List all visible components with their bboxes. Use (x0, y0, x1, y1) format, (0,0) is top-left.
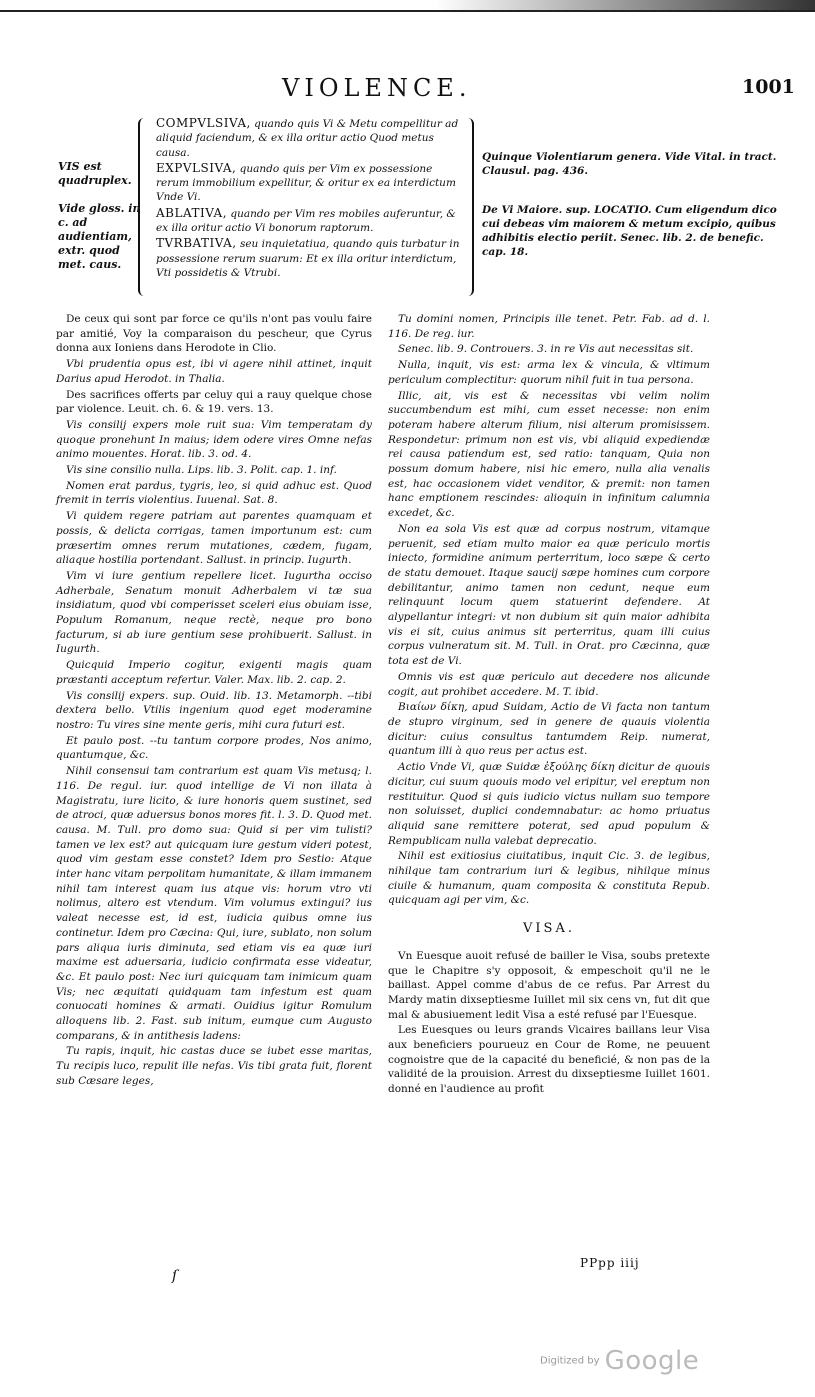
paragraph: Vbi prudentia opus est, ibi vi agere nihil attinet, inquit Darius apud Herodot. in Thalia. (56, 358, 372, 385)
paragraph: Vis sine consilio nulla. Lips. lib. 3. Polit. cap. 1. inf. (66, 464, 337, 477)
paragraph: Omnis vis est quæ periculo aut decedere nos alicunde cogit, aut prohibet accedere. M. T. ibid. (388, 670, 710, 698)
paragraph: Des sacrifices offerts par celuy qui a rauy quelque chose par violence. Leuit. ch. 6. & 19. vers. 13. (56, 388, 372, 416)
paragraph: Βιαίων δίκη, apud Suidam, Actio de Vi facta non tantum de stupro virginum, sed in genere de quauis violentia dicitur: cuius consultus tantumdem Reip. numerat, quantum illi à quo reus per actus est. (388, 701, 710, 758)
paragraph: Vim vi iure gentium repellere licet. Iugurtha occiso Adherbale, Senatum monuit Adherbalem vi tæ sua insidiatum, quod vbi comperisset sceleri eius obuiam isse, Populum Romanum, neque rectè, neque pro bono facturum, si ab iure gentium sese prohibuerit. Sallust. in Iugurth. (56, 569, 372, 656)
paragraph: Illic, ait, vis est & necessitas vbi velim nolim succumbendum est mihi, cum esset necesse: non enim poteram habere alterum filium, nisi alterum promisissem. Respondetur: primum non est vis, vbi aliquid expediendæ rei causa patiendum est, sed ratio: tanquam, Quia non possum domum habere, nisi hic emero, nulla alia venalis est, hac occasionem videt venditor, & premit: non tamen hanc emptionem rescindes: alioquin in infinitum calumnia excedet, &c. (388, 389, 710, 520)
running-header (0, 74, 815, 104)
right-text-column (388, 312, 710, 1098)
paragraph: Vis consilij expers mole ruit sua: Vim temperatam dy quoque pronehunt In maius; idem odere vires Omne nefas animo mouentes. Horat. lib. 3. od. 4. (56, 418, 372, 461)
left-text-column (56, 312, 372, 1090)
paragraph: Vn Euesque auoit refusé de bailler le Visa, soubs pretexte que le Chapitre s'y opposoit, & empeschoit qu'il ne le baillast. Appel comme d'abus de ce refus. Par Arrest du Mardy matin dixseptiesme Iuillet mil six cens vn, fut dit que mal & abusiuement ledit Visa a esté refusé par l'Euesque. (388, 949, 710, 1021)
note-de-vi-maiore: De Vi Maiore. sup. LOCATIO. Cum eligendum dico cui debeas vim maiorem & metum excipio, quibus adhibitis electio periit. Senec. lib. 2. de benefic. cap. 18. (482, 203, 777, 259)
paragraph: Nomen erat pardus, tygris, leo, si quid adhuc est. Quod fremit in terris violentius. Iuuenal. Sat. 8. (56, 479, 372, 507)
paragraph: Vi quidem regere patriam aut parentes quamquam et possis, & delicta corrigas, tamen importunum est: cum præsertim omnes rerum mutationes, cædem, fugam, aliaque hostilia portendant. Sallust. in princip. Iugurth. (56, 510, 372, 567)
paragraph: Vis consilij expers. sup. Ouid. lib. 13. Metamorph. --tibi dextera bello. Vtilis ingenium quod eget moderamine nostro: Tu vires sine mente geris, mihi cura futuri est. (56, 689, 372, 731)
violence-classification (156, 116, 464, 281)
page-top-edge (0, 0, 815, 12)
paragraph: Nihil consensui tam contrarium est quam Vis metusq; l. 116. De regul. iur. quod intellige de Vi non illata à Magistratu, iure licito, & iure honoris quem sustinet, sed de atroci, quæ aduersus bonos mores fit. l. 3. D. Quod met. causa. M. Tull. pro domo sua: Quid si per vim tulisti? tamen ve lex est? aut quicquam iure gestum videri potest, quod vim gestam esse constet? Idem pro Sestio: Atque inter hanc vitam perpolitam humanitate, & illam immanem nihil tam interest quam ius atque vis: horum vtro vti nolimus, altero est vtendum. Vim volumus extingui? ius valeat necesse est, id est, iudicia quibus omne ius continetur. Idem pro Cæcina: Qui, iure, sublato, non solum pars aliqua iuris diminuta, sed etiam vis ea quæ iuri maxime est aduersaria, iudicio confirmata esse videatur, &c. Et paulo post: Nec iuri quicquam tam inimicum quam Vis; nec æquitati quidquam tam infestum est quam conuocati homines & armati. Ouidius igitur Romulum alloquens lib. 2. Fast. sub initum, eumque cum Augusto comparans, & in antithesis ladens: (56, 765, 372, 1042)
paragraph: Les Euesques ou leurs grands Vicaires baillans leur Visa aux beneficiers pourueuz en Cour de Rome, ne peuuent cognoistre que de la capacité du beneficié, & non pas de la validité de la prouision. Arrest du dixseptiesme Iuillet 1601. donné en l'audience au profit (388, 1024, 710, 1096)
label-vis-quadruplex: VIS est quadruplex. (58, 160, 132, 187)
paragraph: Quicquid Imperio cogitur, exigenti magis quam præstanti acceptum refertur. Valer. Max. lib. 2. cap. 2. (56, 659, 372, 686)
paragraph: De ceux qui sont par force ce qu'ils n'ont pas voulu faire par amitié, Voy la comparaison du pescheur, que Cyrus donna aux Ioniens dans Herodote in Clio. (56, 313, 372, 355)
class-item: ABLATIVA, quando per Vim res mobiles auferuntur, & ex illa oritur actio Vi bonorum raptorum. (156, 205, 456, 235)
right-margin-notes (482, 150, 787, 260)
page-title: VIOLENCE. (282, 74, 472, 102)
margin-mark: ſ (172, 1268, 178, 1284)
paragraph: Tu rapis, inquit, hic castas duce se iubet esse maritas, Tu recipis luco, repulit ille nefas. Vis tibi grata fuit, florent sub Cæsare leges, (56, 1045, 372, 1087)
paragraph: Nihil est exitiosius ciuitatibus, inquit Cic. 3. de legibus, nihilque tam contrarium iuri & legibus, nihilque minus ciuile & humanum, quam composita & constituta Repub. quicquam agi per vim, &c. (388, 850, 710, 907)
paragraph: Non ea sola Vis est quæ ad corpus nostrum, vitamque peruenit, sed etiam multo maior ea quæ periculo mortis iniecto, formidine animum perterritum, loco sæpe & certo de statu demouet. Itaque saucij sæpe homines cum corpore debilitantur, animo tamen non cedunt, neque eum relinquunt locum quem statuerint defendere. At alypellantur integri: vt non dubium sit quin maior adhibita vis ei sit, cuius animus sit perterritus, quam illi cuius corpus vulneratum sit. M. Tull. in Orat. pro Cæcinna, quæ tota est de Vi. (388, 522, 710, 668)
class-item: EXPVLSIVA, quando quis per Vim ex possessione rerum immobilium expellitur, & oritur ex ea interdictum Vnde Vi. (156, 160, 456, 204)
left-brace (138, 118, 154, 296)
google-logo: Google (604, 1346, 700, 1376)
section-heading-visa: VISA. (523, 921, 575, 937)
class-item: TVRBATIVA, seu inquietatiua, quando quis turbatur in possessione rerum suarum: Et ex illa oritur interdictum, Vti possidetis & Vtrubi. (156, 236, 460, 279)
paragraph: Senec. lib. 9. Controuers. 3. in re Vis aut necessitas sit. (398, 343, 694, 356)
note-quinque-genera: Quinque Violentiarum genera. Vide Vital. in tract. Clausul. pag. 436. (482, 151, 777, 178)
paragraph: Nulla, inquit, vis est: arma lex & vincula, & vltimum periculum complectitur: quorum nihil fuit in tua persona. (388, 359, 710, 386)
page-number: 1001 (742, 76, 795, 98)
label-vide-gloss: Vide gloss. in c. ad audientiam, extr. quod met. caus. (58, 202, 141, 271)
class-item: COMPVLSIVA, quando quis Vi & Metu compellitur ad aliquid faciendum, & ex illa oritur actio Quod metus causa. (156, 116, 459, 159)
signature-mark: PPpp iiij (580, 1256, 640, 1270)
paragraph: Tu domini nomen, Principis ille tenet. Petr. Fab. ad d. l. 116. De reg. iur. (388, 313, 710, 340)
left-margin-labels (58, 160, 142, 272)
paragraph: Actio Vnde Vi, quæ Suidæ ἐξούλης δίκη dicitur de quouis dicitur, cui suum quouis modo vel eripitur, vel ereptum non restituitur. Quod si quis iudicio victus nullam suo tempore non soluisset, duplici condemnabatur: ac homo priuatus aliquid sane remittere poterat, sed apud populum & Rempublicam nulla valebat deprecatio. (388, 761, 710, 847)
digitized-prefix: Digitized by (540, 1355, 600, 1367)
digitized-watermark (540, 1346, 699, 1376)
paragraph: Et paulo post. --tu tantum corpore prodes, Nos animo, quantumque, &c. (56, 734, 372, 762)
